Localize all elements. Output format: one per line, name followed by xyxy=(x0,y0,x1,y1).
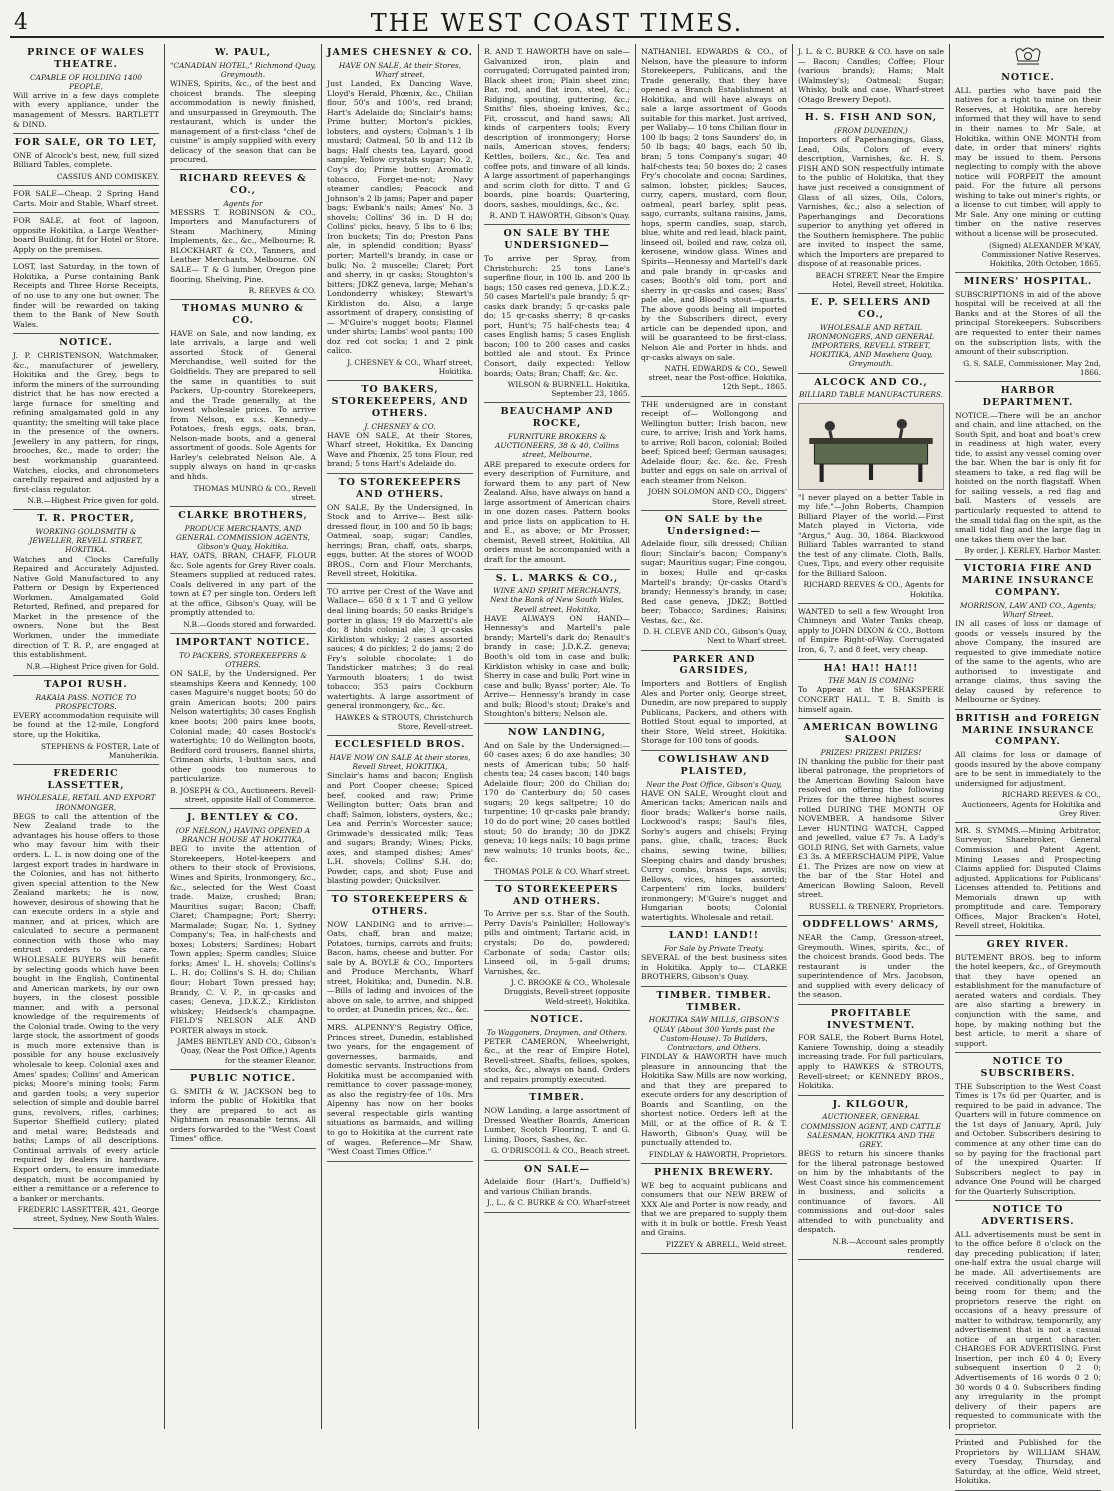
ad-title: TO BAKERS, STOREKEEPERS, AND OTHERS. xyxy=(331,384,469,419)
ad-title: PROFITABLE INVESTMENT. xyxy=(826,1007,916,1031)
ad-signature: CASSIUS AND COMISKEY. xyxy=(56,171,159,181)
ad-signature: N.B.—Account sales promptly rendered. xyxy=(832,1236,944,1256)
advertisement xyxy=(955,710,1101,823)
advertisement xyxy=(641,987,787,1164)
ad-body: J. P. CHRISTENSON, Watchmaker, &c., manufacturer of jewellery, Hokitika and the Grey, begs to inform the miners of the surrounding district that he has now erected a large furnace for smelting and refining amalgamated gold in any quantity; the smelting will take place in the presence of the owners. Jewellery in any pattern, for rings, brooches, &c., made to order; the best workmanship guaranteed. Watches, clocks, and chronometers carefully repaired and adjusted by a first-class regulator. xyxy=(13,350,159,494)
ad-subtitle: HAVE NOW ON SALE At their stores, Revell Street, HOKITIKA, xyxy=(329,753,471,772)
advertisement xyxy=(13,676,159,765)
ad-signature: FREDERIC LASSETTER, 421, George street, Sydney, New South Wales. xyxy=(17,1205,159,1224)
ad-title: GREY RIVER. xyxy=(986,938,1070,950)
ad-body: HAVE ALWAYS ON HAND— Hennessy's and Martell's pale brandy; Martell's dark do; Renault's brandy in case; J.D.K.Z. geneva; Booth's old tom in case and bulk; Kirkliston whisky in case and bulk; Sherry in case and bulk; Port wine in case and bulk; Byass' porter; Ale. To Arrive— Hennessy's brandy in case and bulk; Blood's stout; Drake's and Stoughton's bitters; Nelson ale. xyxy=(484,613,630,719)
ad-body: WE beg to acquaint publicans and consumers that our NEW BREW of XXX Ale and Porter is now ready, and that we are prepared to supply them with it in bulk or bottle. Fresh Yeast and Grains. xyxy=(641,1180,787,1238)
ad-body: ARE prepared to execute orders for every description of Furniture, and forward them to any part of New Zealand. Also, have always on hand a large assortment of American chairs in one dozen cases. Pattern books and price lists on application to H. and E., as above; or Mr Prosser, chemist, Revell street, Hokitika. All orders must be accompanied with a draft for the amount. xyxy=(484,459,631,564)
ad-signature: JAMES BENTLEY AND CO., Gibson's Quay, (Near the Post Office,) Agents for the steamer Eleanor. xyxy=(177,1037,316,1065)
ad-title: BRITISH and FOREIGN MARINE INSURANCE COMPANY. xyxy=(955,712,1101,748)
advertisement xyxy=(955,936,1101,1053)
advertisement xyxy=(798,374,944,604)
ad-title: ON SALE— xyxy=(524,1163,590,1175)
ad-body: SUBSCRIPTIONS in aid of the above hospital will be received at all the Banks and at the Stores of all the principal Storekeepers. Subscribers are requested to enter their names on the subscription lists, with the amount of their subscription. xyxy=(955,289,1101,357)
advertisement xyxy=(484,225,630,403)
ad-body: To Arrive per s.s. Star of the South. Perry Davis's Painkiller; Holloway's pills and ointment; Tartaric acid, in crystals; Do do, powdered; Carbonate of soda; Castor oils; Linseed oil, in 5-gall drums; Varnishes, &c. xyxy=(484,909,630,976)
ad-body: All claims for loss or damage of goods insured by the above company are to be sent in immediately to the undersigned for adjustment. xyxy=(955,750,1101,788)
ad-title: JAMES CHESNEY & CO. xyxy=(327,47,473,58)
column-5 xyxy=(636,44,793,1429)
advertisement xyxy=(641,511,787,651)
advertisement xyxy=(484,724,630,881)
ad-signature: NATH. EDWARDS & CO., Sewell street, near the Post-office. Hokitika, 12th Sept., 1865. xyxy=(648,364,787,392)
ad-title: J. KILGOUR, xyxy=(832,1098,910,1110)
advertisement xyxy=(170,44,316,170)
ad-body: NOW LANDING and to arrive:— Oats, chaff, bran and maize; Potatoes, turnips, carrots and fruits; Bacon, hams, cheese and butter. For sale by A. BOYLE & CO., Importers and Produce Merchants, Wharf street, Hokitika; and, Dunedin. N.B.—Bills of lading and invoices of the above on sale, to arrive, and shipped to order, at Dunedin prices, &c., &c. xyxy=(327,919,473,1015)
advertisement xyxy=(13,259,159,334)
ad-body: HAY, OATS, BRAN, CHAFF, FLOUR &c. Sole agents for Grey River coals. Steamers supplied at reduced rates. Coals delivered in any part of the town at £7 per single ton. Orders left at the office, Gibson's Quay, will be promptly attended to. xyxy=(170,551,316,618)
ad-title: J. BENTLEY & CO. xyxy=(187,812,299,824)
ad-title: FREDERIC LASSETTER, xyxy=(47,767,125,791)
ad-subtitle: WORKING GOLDSMITH & JEWELLER, REVELL STREET, HOKITIKA. xyxy=(29,527,143,555)
ad-signature: (Signed) ALEXANDER M'KAY, Commissioner Native Reserves. Hokitika, 20th October, 1865. xyxy=(981,240,1101,268)
ad-body: NOW Landing, a large assortment of Dressed Weather Boards, American Lumber, Scotch Flooring, T. and G. Lining, Doors, Sashes, &c. xyxy=(484,1106,630,1144)
ad-body: FOR SALE, at foot of lagoon, opposite Hokitika, a Large Weather-board Building, fit for Hotel or Store. Apply on the premises. xyxy=(13,216,159,254)
ad-subtitle: RAKAIA PASS. NOTICE TO PROSPECTORS. xyxy=(35,692,137,711)
ad-signature: RUSSELL & TRENERY, Proprietors. xyxy=(808,902,944,912)
advertisement xyxy=(641,397,787,511)
ad-title: ECCLESFIELD BROS. xyxy=(334,739,466,751)
ad-title: PRINCE OF WALES THEATRE. xyxy=(27,47,145,70)
ad-subtitle: PRIZES! PRIZES! PRIZES! xyxy=(820,747,922,757)
ad-title: ON SALE BY THE UNDERSIGNED— xyxy=(503,228,611,252)
ad-title: IMPORTANT NOTICE. xyxy=(175,637,311,649)
ad-body: Printed and Published for the Proprietors by WILLIAM SHAW, every Tuesday, Thursday, and Saturday, at the office, Weld street, Hokitika. xyxy=(955,1438,1101,1486)
ad-body: Watches and Clocks Carefully Repaired and Accurately Adjusted. Native Gold Manufactured to any Pattern or Design by Experienced Workmen. Amalgamated Gold Retorted, Refined, and prepared for Market in the presence of the owners. None but the Best Workmen, under the immediate direction of T. R. P., are engaged at this establishment. xyxy=(13,554,159,660)
ad-body: PETER CAMERON, Wheelwright, &c., at the rear of Empire Hotel, Revell-street. Shafts, felloes, spokes, stocks, &c., always on hand. Orders and repairs promptly executed. xyxy=(484,1036,630,1084)
ad-subtitle: WHOLESALE, RETAIL AND EXPORT IRONMONGER, xyxy=(16,793,156,812)
ad-title: BEAUCHAMP AND ROCKE, xyxy=(500,406,614,430)
advertisement xyxy=(170,809,316,1070)
ad-body: ON SALE, by the Undersigned. Per steamships Keera and Kennedy, 100 cases Maguire's nugget boots; 50 do grain American boots; 200 pairs Nelson watertights; 30 cases English knee boots; 200 pairs knee boots, Colonial made; 40 cases Bostock's watertights; 10 do Wellington boots, Bedford cord trousers, flannel shirts, Crimean shirts, 1-button sacs, and other goods too numerous to particularize. xyxy=(170,669,316,784)
advertisement xyxy=(327,381,473,474)
advertisement xyxy=(798,1096,944,1261)
billiard-table-illustration xyxy=(798,403,944,490)
advertisement xyxy=(170,634,316,809)
ad-subtitle: PRODUCE MERCHANTS, AND GENERAL COMMISSION AGENTS, Gibson's Quay, Hokitika. xyxy=(175,523,311,552)
ad-subtitle: THE MAN IS COMING xyxy=(828,676,914,686)
advertisement xyxy=(484,1161,630,1213)
ad-body: EVERY accommodation requisite will be found at the 12-mile, Longford store, up the Hokitika. xyxy=(13,710,159,740)
masthead xyxy=(10,10,1104,38)
ad-title: CLARKE BROTHERS, xyxy=(178,509,308,521)
advertisement xyxy=(13,44,159,134)
ad-subtitle: "CANADIAN HOTEL," Richmond Quay, Greymouth. xyxy=(170,60,316,79)
ad-body: ON SALE, By the Undersigned, In Stock and to Arrive— Best silk-dressed flour, in 100 and 50 lb bags; Oatmeal, soap, sugar; Candles, herrings; Bran, chaff, oats, sharps, eggs, butter. At the stores of WOOD BROS., Corn and Flour Merchants, Revell street, Hokitika. xyxy=(327,502,473,579)
advertisement xyxy=(955,382,1101,560)
ad-body: Importers of Paperhangings, Glass, Lead, Oils, Colors of every description, Varnishes, &c. H. S. FISH AND SON respectfully intimate to the public of Hokitika, that they have just received a consignment of Glass of all sizes, Oils, Colors, Varnishes, &c.; also a selection of Paperhangings and Decorations superior to anything yet offered in the Southern hemisphere. The public are invited to inspect the same, which the Importers are prepared to dispose of at reasonable prices. xyxy=(798,135,944,269)
advertisement xyxy=(641,751,787,927)
advertisement xyxy=(327,1020,473,1162)
ad-body: Sinclair's hams and bacon; English and Port Cooper cheese; Spiced beef, cooked and raw; Prime Wellington butter; Oats bran and chaff; Salmon, lobsters, oysters, &c.; Lea and Perrin's Worcester sauce; Grimwade's dessicated milk; Teas and sugars; Brandy; Wines; Picks, axes, and stamped dishes; Ames' L.H. shovels; Collins' S.H. do; Powder, caps, and shot; Fuse and blasting powder; Quicksilver. xyxy=(327,771,473,886)
ad-body: ALL advertisements must be sent in to the office before 8 o'clock on the day preceding publication; if later, one-half extra the usual charge will be made. All advertisements are received conditionally upon there being room for them; and the proprietors reserve the right on occasions of a heavy pressure of matter to withdraw, temporarily, any advertisement that is not a casual notice of an urgent character. CHARGES FOR ADVERTISING. First Insertion, per inch £0 4 0; Every subsequent insertion 0 2 0; Advertisements of 16 words 0 2 0; 30 words 0 4 0. Subscribers finding any irregularity in the prompt delivery of their papers are requested to communicate with the proprietor. xyxy=(955,1229,1101,1430)
ad-body: And on Sale by the Undersigned:— 60 cases axes; 6 do axe handles; 30 nests of American tubs; 50 half-chests tea; 24 cases bacon; 140 bags Adelaide flour; 200 do Chilian do; 170 do Canterbury do; 50 cases sugars; 20 kegs saltpetre; 10 do turpentine; 10 qr-casks pale brandy; 10 do do port wine; 20 cases bottled stout; 50 do brandy; 30 do JDKZ geneva; 10 kegs nails; 10 bags prime new walnuts; 10 trunks boots, &c., &c. xyxy=(484,740,630,865)
ad-body: MRS. ALPENNY'S Registry Office, Princes street, Dunedin, established two years, for the engagement of governesses, barmaids, and domestic servants. Instructions from Hokitika must be accompanied with remittance to cover passage-money, as also the registry-fee of 10s. Mrs Alpenny has now on her books several respectable girls wanting situations as barmaids, and willing to go to Hokitika at the current rate of wages. Reference—Mr Shaw, "West Coast Times Office." xyxy=(327,1023,473,1157)
ad-signature: HAWKES & STROUTS, Christchurch Store, Revell-street. xyxy=(335,712,473,732)
advertisement xyxy=(798,916,944,1005)
ad-body: "I never played on a better Table in my life."—John Roberts, Champion Billiard Player of the world.—First Match played in Victoria, vide "Argus," Aug. 30, 1864. Blackwood Billiard Tables warranted to stand the test of any climate. Cloth, Balls, Cues, Tips, and every other requisite for the Billiard Saloon. xyxy=(798,492,944,578)
ad-body: ALL parties who have paid the natives for a right to mine on their Reserves, at Hokitika, are hereby informed that they will have to send in their names to Mr Sale, at Hokitika, within ONE MONTH from date, in order that miners' rights may be issued to them. Persons neglecting to comply with the above notice will FORFEIT the amount paid. For the future all persons wishing to take out miner's rights, or a license to cut timber, will apply to Mr Sale. Any one mining or cutting timber on the native reserves without a license will be prosecuted. xyxy=(955,85,1101,238)
advertisement xyxy=(484,570,630,724)
ad-signature: N.B.—Highest Price given for Gold. xyxy=(26,661,159,671)
ad-body: Will arrive in a few days complete with every appliance, under the management of Messrs. BARTLETT & DIND. xyxy=(13,90,159,129)
ad-signature: WILSON & BURNELL. Hokitika, September 23, 1865. xyxy=(507,380,630,399)
column-6 xyxy=(793,44,950,1429)
ad-title: LAND! LAND!! xyxy=(669,930,759,942)
ad-subtitle: Near the Post Office, Gibson's Quay, xyxy=(646,779,782,789)
advertisement xyxy=(641,1164,787,1254)
advertisement xyxy=(327,891,473,1020)
ad-subtitle: WHOLESALE AND RETAIL IRONMONGERS, AND GENERAL IMPORTERS, REVELL STREET, HOKITIKA, AND Mawhera Quay, Greymouth. xyxy=(807,322,935,369)
ad-subtitle: J. CHESNEY & CO. xyxy=(364,421,436,431)
ad-title: NOTICE TO SUBSCRIBERS. xyxy=(980,1056,1076,1079)
ad-body: TO arrive per Crest of the Wave and Wallace— 650 8 x 1 T and G yellow deal lining boards; 50 casks Bridge's porter in glass; 19 do Marzetti's ale do; 8 hhds colonial ale; 3 qr-casks Kirkliston whisky; 2 cases assorted sauces; 4 do pickles; 2 do jams; 2 do Fry's soluble chocolate; 1 do Tandsticker matches; 3 do real Yarmouth bloaters; 1 do twist tobacco; 353 pairs Cockburn watertights. A large assortment of general ironmongery, &c., &c. xyxy=(327,586,473,711)
ad-body: HAVE on Sale, and now landing, ex late arrivals, a large and well assorted Stock of General Merchandise, well suited for the Goldfields. They are prepared to sell the same in quantities to suit Packers, Up-country Storekeepers, and the Trade generally, at the lowest wholesale prices. To arrive from Nelson, ex s.s. Kennedy—Potatoes, fresh eggs, oats, bran, Nelson-made boots, and a general assortment of goods. Sole Agents for Harley's celebrated Nelson Ale. A supply always on hand in qr-casks and hhds. xyxy=(170,328,316,482)
ad-title: VICTORIA FIRE AND MARINE INSURANCE COMPANY. xyxy=(961,563,1095,598)
advertisement xyxy=(641,927,787,987)
advertisement xyxy=(13,186,159,213)
ad-title: ON SALE by the Undersigned:— xyxy=(664,513,764,537)
ad-title: TO STOREKEEPERS & OTHERS. xyxy=(331,894,469,917)
ad-subtitle: TO PACKERS, STOREKEEPERS & OTHERS. xyxy=(179,650,307,670)
ad-body: IN all cases of loss or damage of goods or vessels insured by the above Company, the insured are requested to give immediate notice of the same to the agents, who are authorised to investigate and arrange claims, thus saving the delay caused by reference to Melbourne or Sydney. xyxy=(955,618,1101,705)
ad-title: TAPOI RUSH. xyxy=(44,678,128,690)
advertisement xyxy=(170,300,316,507)
ad-signature: PIZZEY & ABRELL, Weld street. xyxy=(665,1239,787,1249)
ad-body: MESSRS T. ROBINSON & CO., Importers and Manufacturers of Steam Machinery, Mining Implements, &c., &c., Melbourne; R. BLOCKHART & CO., Tanners, and Leather Merchants, Melbourne. ON SALE— T & G lumber, Oregon pine flooring, Shelving, Pine. xyxy=(170,207,316,284)
newspaper-title: THE WEST COAST TIMES. xyxy=(370,9,744,37)
advertisement xyxy=(484,44,630,225)
ad-title: W. PAUL, xyxy=(215,47,271,58)
advertisement xyxy=(798,719,944,916)
advertisement xyxy=(327,736,473,891)
advertisement xyxy=(955,1201,1101,1435)
ad-body: BEGS to return his sincere thanks for the liberal patronage bestowed on him by the inhabitants of the West Coast since his commencement in business, and solicits a continuance of favors. All commissions and out-door sales attended to with punctuality and despatch. xyxy=(798,1149,944,1235)
advertisement xyxy=(641,44,787,397)
ad-subtitle: FURNITURE BROKERS & AUCTIONEERS, 38 & 40, Collins street, Melbourne, xyxy=(495,431,619,460)
ad-body: FINDLAY & HAWORTH have much pleasure in announcing that the Hokitika Saw Mills are now working, and that they are prepared to execute orders for any description of Boards and Scantling, on the shortest notice. Orders left at the Mill, or at the office of R. & T. Haworth, Gibson's Quay, will be punctually attended to. xyxy=(641,1052,787,1148)
ad-body: BUTEMENT BROS. beg to inform the hotel keepers, &c., of Greymouth that they have opened an establishment for the manufacture of aerated waters and cordials. They are also starting a brewery in conjunction with the same, and hope, by making nothing but the best article, to merit a share of support. xyxy=(955,952,1101,1048)
advertisement xyxy=(798,660,944,720)
advertisement xyxy=(641,651,787,751)
ad-body: WANTED to sell a few Wrought Iron Chimneys and Water Tanks cheap, apply to JOHN DIXON & CO., Bottom of Empire Right-of-Way. Corrugated Iron, 6, 7, and 8 feet, very cheap. xyxy=(798,606,944,654)
advertisement xyxy=(955,560,1101,710)
ad-title: HARBOR DEPARTMENT. xyxy=(982,384,1074,408)
ad-body: IN thanking the public for their past liberal patronage, the proprietors of the American Bowling Saloon have resolved on offering the following Prizes for the three highest scores rolled DURING THE MONTH OF NOVEMBER. A handsome Silver Lever HUNTING WATCH, Capped and jewelled, value £7 7s. A Lady's GOLD RING, Set with Garnets, value £3 3s. A MEERSCHAUM PIPE, Value £1. The Prizes are now on view at the bar of the Star Hotel and American Bowling Saloon, Revell street. xyxy=(798,756,944,900)
advertisement xyxy=(955,1053,1101,1201)
ad-body: ONE of Alcock's best, new, full sized Billiard Tables, complete. xyxy=(13,150,159,170)
ad-title: RICHARD REEVES & CO., xyxy=(179,173,307,196)
advertisement xyxy=(955,273,1101,382)
ad-body: HAVE ON SALE, At their Stores, Wharf street, Hokitika, Ex Dancing Wave and Phœnix, 25 tons Flour, red brand; 5 tons Hart's Adelaide do. xyxy=(327,430,473,469)
ad-title: TIMBER. TIMBER. TIMBER. xyxy=(656,989,772,1013)
ad-body: NATHANIEL EDWARDS & CO., of Nelson, have the pleasure to inform Storekeepers, Publicans, and the Trade generally, that they have opened a Branch Establishment at Hokitika, and will have always on sale a large assortment of Goods suitable for this market. Just arrived, per Wallaby— 10 tons Chilian flour in 100 lb bags; 2 tons Saunders' do, in 50 lb bags; 40 bags, each 50 lb, bran; 5 tons Company's sugar; 40 half-chests tea; 50 boxes do; 2 cases Fry's chocolate and cocoa; Sardines, salmon, lobster, pickles; Sauces, curry, capers, mustard, corn flour, oatmeal, pearl barley, split peas, sago, currants, sultana raisins, Jams, hops, sperm candles, soap, starch, blue, white and red lead, black paint, linseed oil, boiled and raw, colza oil, kerosene, window glass. Wines and Spirits—Hennessy and Martell's dark and pale brandy in qr-casks and cases; Booth's old tom, port and sherry in qr-casks and cases; Bass' pale ale, and Blood's stout—quarts. The above goods being all imported by the Subscribers direct, every article can be depended upon, and will be guaranteed to be first-class. Nelson Ale and Porter in hhds. and qr-casks always on sale. xyxy=(641,47,788,362)
ad-title: TO STOREKEEPERS AND OTHERS. xyxy=(338,476,462,500)
advertisement xyxy=(13,134,159,186)
ad-title: ODDFELLOWS' ARMS, xyxy=(802,919,940,931)
column-1 xyxy=(8,44,165,1429)
ad-subtitle: HOKITIKA SAW MILLS, GIBSON'S QUAY (About 300 Yards past the Custom-House). To Builders, Contractors, and Others. xyxy=(648,1015,780,1052)
advertisement xyxy=(798,294,944,373)
ad-signature: G. O'DRISCOLL & CO., Beach street. xyxy=(491,1146,630,1156)
ad-title: PARKER AND GARSIDES, xyxy=(672,653,756,677)
ad-body: FOR SALE—Cheap. 2 Spring Hand Carts. Moir and Stable, Wharf street. xyxy=(13,189,159,208)
ad-title: TO STOREKEEPERS AND OTHERS. xyxy=(495,883,619,907)
advertisement xyxy=(13,765,159,1229)
advertisement xyxy=(955,823,1101,936)
ad-body: FOR SALE, the Robert Burns Hotel, Kaniere Township, doing a steadily increasing trade. For full particulars, apply to HAWKES & STROUTS, Revell-street; or KENNEDY BROS., Hokitika. xyxy=(798,1033,944,1091)
ad-subtitle: For Sale by Private Treaty. xyxy=(664,944,764,954)
ad-title: NOTICE. xyxy=(1001,72,1055,83)
ad-body: Importers and Bottlers of English Ales and Porter only, George street, Dunedin, are now prepared to supply Publicans, Packers, and others with Bottled Stout equal to imported, at their Store, Weld street, Hokitika. Storage for 100 tons of goods. xyxy=(641,679,787,746)
ad-body: BEG to invite the attention of Storekeepers, Hotel-keepers and others to their stock of Provisions, Wines and Spirits, Ironmongery, &c., &c., selected for the West Coast trade. Maize, crushed; Bran; Mauritius sugar; Bacon; Chaff; Claret; Champagne; Port; Sherry; Marmalade; Sugar, No. 1, Sydney Company's; Tea, in half-chests and boxes; Lobsters; Sardines; Hobart Town apples; Sperm candles; Sluice forks; Ames' L. H. shovels; Collins's L. H. do; Collins's S. H. do; Chilian flour; Hobart Town pressed hay; Brandy, C. V. P., in qr-casks and cases; Geneva, J.D.K.Z.; Kirkliston whiskey; Heidseck's champagne. FIELD'S NELSON ALE AND PORTER always in stock. xyxy=(170,844,316,1035)
advertisement xyxy=(955,1435,1101,1491)
ad-title: PUBLIC NOTICE. xyxy=(189,1072,297,1084)
ad-body: J. L. & C. BURKE & CO. have on sale— Bacon; Candles; Coffee; Flour (various brands); Hams; Malt (Walmsley's); Oatmeal; Sugar; Whisky, bulk and case. Wharf-street (Otago Brewery Depot). xyxy=(798,47,944,104)
ad-title: E. P. SELLERS AND CO., xyxy=(810,297,932,320)
advertisement xyxy=(327,474,473,584)
ad-subtitle: Agents for xyxy=(223,198,263,208)
ad-title: ALCOCK AND CO., xyxy=(814,376,928,388)
advertisement xyxy=(170,170,316,300)
ad-signature: RICHARD REEVES & CO., Auctioneers, Agents for Hokitika and Grey River. xyxy=(961,790,1101,818)
ad-title: FOR SALE, OR TO LET, xyxy=(14,137,158,149)
ad-body: NOTICE.—There will be an anchor and chain, and line attached, on the South Spit, and boat and boat's crew in readiness at high water, every tide, to assist any vessel coming over the bar. When the bar is only fit for steamers to take, a red flag will be hoisted on the north flagstaff. When for sailing vessels, a red flag and ball. Masters of vessels are particularly requested to attend to the small tidal flag on the spit, as the small tidal flag and the large flag in one takes them over the bar. xyxy=(955,410,1101,544)
ad-subtitle: (OF NELSON,) HAVING OPENED A BRANCH HOUSE AT HOKITIKA, xyxy=(175,825,311,845)
ad-signature: FINDLAY & HAWORTH, Proprietors. xyxy=(648,1149,787,1159)
ad-title: THOMAS MUNRO & CO. xyxy=(182,303,304,327)
ad-title: NOTICE TO ADVERTISERS. xyxy=(981,1204,1075,1227)
ad-body: To Appear at the SHAKSPERE CONCERT HALL. T. B. Smith is himself again. xyxy=(798,685,944,714)
ad-subtitle: (FROM DUNEDIN,) xyxy=(834,126,908,136)
advertisement xyxy=(327,44,473,381)
ad-body: WINES, Spirits, &c., of the best and choicest brands. The sleeping accommodation is newly finished, and unsurpassed in Greymouth. The restaurant, which is under the management of a first-class "chef de cuisine" is amply supplied with every delicacy of the season that can be procured. xyxy=(170,79,316,165)
ad-signature: THOMAS POLE & CO. Wharf street. xyxy=(493,866,630,876)
ad-signature: G. S. SALE, Commissioner. May 2nd, 1866. xyxy=(963,358,1101,377)
ad-body: LOST, last Saturday, in the town of Hokitika, a Purse containing Bank Receipts and Three Horse Receipts, of no use to any one but owner. The finder will be rewarded on taking them to the Bank of New South Wales. xyxy=(13,262,159,329)
ad-signature: JOHN SOLOMON AND CO., Diggers' Store, Revell street. xyxy=(648,487,787,506)
ad-body: G. SMITH & W. JACKSON beg to inform the public of Hokitika that they are prepared to act as Nightmen on reasonable terms. All orders forwarded to the "West Coast Times" office. xyxy=(170,1086,316,1144)
column-7 xyxy=(950,44,1106,1486)
ad-title: NOW LANDING, xyxy=(507,726,607,738)
advertisement xyxy=(13,334,159,510)
ad-body: BEGS to call the attention of the New Zealand trade to the advantages his house offers to those who may favour him with their orders. L. L. is now doing one of the largest export trades in hardware in the Colonies, and has not hitherto given special attention to the New Zealand markets; he is now, however, desirous of showing that he can execute orders in a style and manner, and at prices, which are calculated to secure a permanent connection with those who may entrust orders to his care. WHOLESALE BUYERS will benefit by selecting goods which have been bought in the English, Continental and American markets, by our own buyers, in the closest possible manner, and with a personal knowledge of the requirements of the Colonial trade. Owing to the very large stock, the assortment of goods is much more extensive than is possible for any house exclusively wholesale to keep. Colonial axes and Ames' spades; Collins' and American picks; Moore's mining tools; Farm and garden tools; a very superior selection of simple and double barrel guns, revolvers, rifles, carbines; Superior Sheffield cutlery; plated and metal ware; Bedsteads and baths; Lamps of all descriptions. Continual arrivals of every article required by dealers in hardware. Export orders, to ensure immediate despatch, must be accompanied by either a remittance or a reference to a banker or merchants. xyxy=(13,811,159,1203)
ad-subtitle: AUCTIONEER, GENERAL COMMISSION AGENT, AND CATTLE SALESMAN, HOKITIKA AND THE GREY. xyxy=(800,1112,942,1149)
columns xyxy=(8,44,1106,1486)
ad-signature: R. AND T. HAWORTH, Gibson's Quay. xyxy=(489,211,630,221)
ad-subtitle: To Waggoners, Draymen, and Others. xyxy=(486,1027,628,1037)
ad-body: Adelaide flour (Hart's, Duffield's) and various Chilian brands. xyxy=(484,1177,630,1196)
ad-signature: RICHARD REEVES & CO., Agents for Hokitika. xyxy=(803,580,944,599)
advertisement xyxy=(798,44,944,109)
ad-subtitle: MORRISON, LAW AND CO., Agents; Wharf Street. xyxy=(959,600,1097,619)
ad-title: NOTICE. xyxy=(530,1013,584,1025)
advertisement xyxy=(170,1070,316,1149)
advertisement xyxy=(798,109,944,294)
advertisement xyxy=(170,507,316,634)
ad-signature: J. CHESNEY & CO., Wharf street, Hokitika. xyxy=(347,357,473,377)
ad-title: PHENIX BREWERY. xyxy=(654,1166,774,1178)
ad-title: S. L. MARKS & CO., xyxy=(495,572,619,584)
ad-body: THE Subscription to the West Coast Times is 17s 6d per Quarter, and is required to be paid in advance. The Quarters will in future commence on the 1st days of January, April, July and October. Subscribers desiring to commence at any other time can do so by paying for the fractional part of the unexpired Quarter. If Subscribers neglect to pay in advance One Pound will be charged for the Quarterly Subscription. xyxy=(955,1081,1101,1196)
page-number: 4 xyxy=(14,10,28,35)
ad-title: H. S. FISH AND SON, xyxy=(804,112,938,124)
ad-title: T. R. PROCTER, xyxy=(37,513,135,525)
advertisement xyxy=(13,510,159,675)
ad-body: THE undersigned are in constant receipt of— Wollongong and Wellington butter; Irish bacon, new cure, to arrive; Irish and York hams, to arrive; Roll bacon, colonial; Boiled beef; Spiced beef; German sausages; Adelaide flour; &c. &c. &c. Fresh butter and eggs on sale on arrival of each steamer from Nelson. xyxy=(641,399,787,485)
advertisement xyxy=(327,584,473,736)
advertisement xyxy=(13,213,159,259)
advertisement xyxy=(798,604,944,660)
ad-signature: R. REEVES & CO. xyxy=(248,286,316,296)
column-3 xyxy=(322,44,479,1429)
advertisement xyxy=(798,1005,944,1096)
column-4 xyxy=(479,44,636,1429)
ad-signature: THOMAS MUNRO & CO., Revell street. xyxy=(193,483,316,502)
ad-signature: N.B.—Goods stored and forwarded. xyxy=(183,620,316,630)
advertisement xyxy=(955,69,1101,273)
ad-signature: B. JOSEPH & CO., Auctioneers. Revell-street, opposite Hall of Commerce. xyxy=(170,785,316,805)
ad-body: R. AND T. HAWORTH have on sale— Galvanized iron, plain and corrugated; Corrugated painted iron; Black sheet iron; Plain sheet zinc; Bar, rod, and flat iron, steel, &c.; Ridging, spouting, guttering, &c.; Smiths' files, shoeing knives, &c.; Fit, crosscut, and hand saws; All kinds of carpenters tools; Every description of ironmongery; Horse nails, American stoves, fenders; Kettles, boilers, &c., &c. Tea and coffee pots, and tinware of all kinds. A large assortment of paperhangings and scrim cloth for ditto. T and G boards, pine boards; Quartering, doors, sashes, mouldings, &c., &c. xyxy=(484,47,630,209)
ad-body: To arrive per Spray, from Christchurch: 25 tons Lane's superfine flour, in 100 lb. and 200 lb bags; 150 cases red geneva, J.D.K.Z.; 50 cases Martell's pale brandy; 5 qr-casks dark brandy; 5 qr-casks pale do; 15 qr-casks sherry; 8 qr-casks port, Hunt's; 75 half-chests tea; 4 cases English hams; 5 cases English bacon; 100 to 200 cases and casks bottled ale and stout. Ex Prince Consort, daily expected: Yellow boards; Oats; Bran; Chaff; &c. &c. xyxy=(484,254,630,378)
ad-body: Adelaide flour, silk dressed; Chilian flour; Sinclair's bacon; Company's sugar; Mauritius sugar; Fine congou, in boxes; Hulle and qr-casks Martell's brandy; Qr-casks Otard's brandy; Hennessy's brandy, in case; Red case geneva, JDKZ; Bottled beer; Tobacco; Sardines; Raisins; Vestas, &c., &c. xyxy=(641,539,787,625)
ad-subtitle: HAVE ON SALE, At their Stores, Wharf street, xyxy=(338,60,462,79)
advertisement xyxy=(484,1089,630,1160)
ad-signature: J. C. BROOKE & CO., Wholesale Druggists, Revell-street (opposite Weld-street), Hokitika. xyxy=(503,978,630,1006)
advertisement xyxy=(484,1011,630,1090)
column-2 xyxy=(165,44,322,1429)
ad-title: NOTICE. xyxy=(59,337,113,349)
ad-signature: By order, J. KERLEY, Harbor Master. xyxy=(964,546,1101,556)
ad-body: SEVERAL of the best business sites in Hokitika. Apply to— CLARKE BROTHERS, Gibson's Quay. xyxy=(641,953,787,982)
ad-body: MR. S. SYMMS.—Mining Arbitrator, Surveyor, Sharebroker, General Commission and Patent Agent. Mining Leases and Prospecting Claims applied for. Disputed Claims adjusted. Applications for Publicans' Licenses attended to. Petitions and Memorials drawn up with promptitude and care. Temporary Offices, Major Bracken's Hotel, Revell street, Hokitika. xyxy=(955,825,1101,931)
ad-body: HAVE ON SALE, Wrought clout and American tacks; American nails and floor brads; Walker's horse nails, Lockwood's rasps; Saul's files, Sorby's augers and chisels; Frying pans, glue, chalk, traces; Buck chains, sewing twine, billies; Sleeping chairs and dandy brushes; Curry combs, brass taps, anvils; Bellows, vices, hinges assorted; Carpenters' rim locks, builders' ironmongery; M'Guire's nugget and Hungarian boots; Colonial watertights. Wholesale and retail. xyxy=(641,788,787,922)
ad-subtitle: WINE AND SPIRIT MERCHANTS, Next the Bank of New South Wales, Revell street, Hokitika, xyxy=(490,586,624,614)
ad-body: Just Landed, Ex Dancing Wave, Lloyd's Herald, Phœnix, &c., Chilian flour, 50's and 100's, red brand; Hart's Adelaide do; Sinclair's hams; Prime butter; Morton's pickles, lobsters, and oysters; Colman's 1 lb mustard; Oatmeal, 50 lb and 112 lb bags; Half chests tea, Layard, good sample; Yellow crystals sugar; No. 2, Coy's do; Prime butter; Aromatic tobacco, Forget-me-not; Navy steamer candles; Peacock and Johnson's 2 lb jams; Paper and paper bags; Ewbank's nails; Ames' No. 3 shovels; Collins' 36 in. D H do; Collins' picks, heavy, 5 lbs to 6 lbs; Iron buckets; Tin do; Preston Pans ale, in splendid condition; Byass' porter; Martell's brandy, in case or bulk; No. 2 muscelle; Claret; Port and sherry, in qr casks; Stoughton's bitters; JDKZ geneva, large; Mehan's Londonderry whiskey; Stewart's Kirkliston do. Also, a large assortment of drapery, consisting of— M'Guire's nugget boots; Flannel under shirts; Lambs' wool pants; 100 doz red cot socks; 1 and 2 pink calico. xyxy=(327,79,473,356)
advertisement xyxy=(484,403,630,569)
advertisement xyxy=(484,881,630,1011)
ad-title: AMERICAN BOWLING SALOON xyxy=(803,722,939,745)
ad-title: TIMBER. xyxy=(529,1092,585,1104)
ad-title: MINERS' HOSPITAL. xyxy=(963,276,1093,288)
ad-title: COWLISHAW AND PLAISTED, xyxy=(658,753,770,777)
ad-signature: N.B.—Highest Price given for gold. xyxy=(27,496,159,506)
ad-subtitle: BILLIARD TABLE MANUFACTURERS. xyxy=(798,390,944,400)
royal-crest-icon xyxy=(1013,44,1043,66)
ad-signature: BEACH STREET, Near the Empire Hotel, Revell street, Hokitika. xyxy=(815,270,944,290)
ad-body: NEAR the Camp, Gresson-street, Greymouth. Wines, spirits, &c., of the choicest brands. Good beds. The restaurant is under the superintendence of Mrs. Jacobson, and supplied with every delicacy of the season. xyxy=(798,932,944,1000)
ad-title: HA! HA!! HA!!! xyxy=(823,662,919,674)
ad-subtitle: CAPABLE OF HOLDING 1400 PEOPLE, xyxy=(29,72,143,91)
ad-signature: J., L., & C. BURKE & CO. Wharf-street xyxy=(486,1198,630,1208)
ad-signature: STEPHENS & FOSTER, Late of Manuherikia. xyxy=(40,741,159,760)
ad-signature: D. H. CLEVE AND CO., Gibson's Quay, Next to Wharf street. xyxy=(643,627,787,646)
